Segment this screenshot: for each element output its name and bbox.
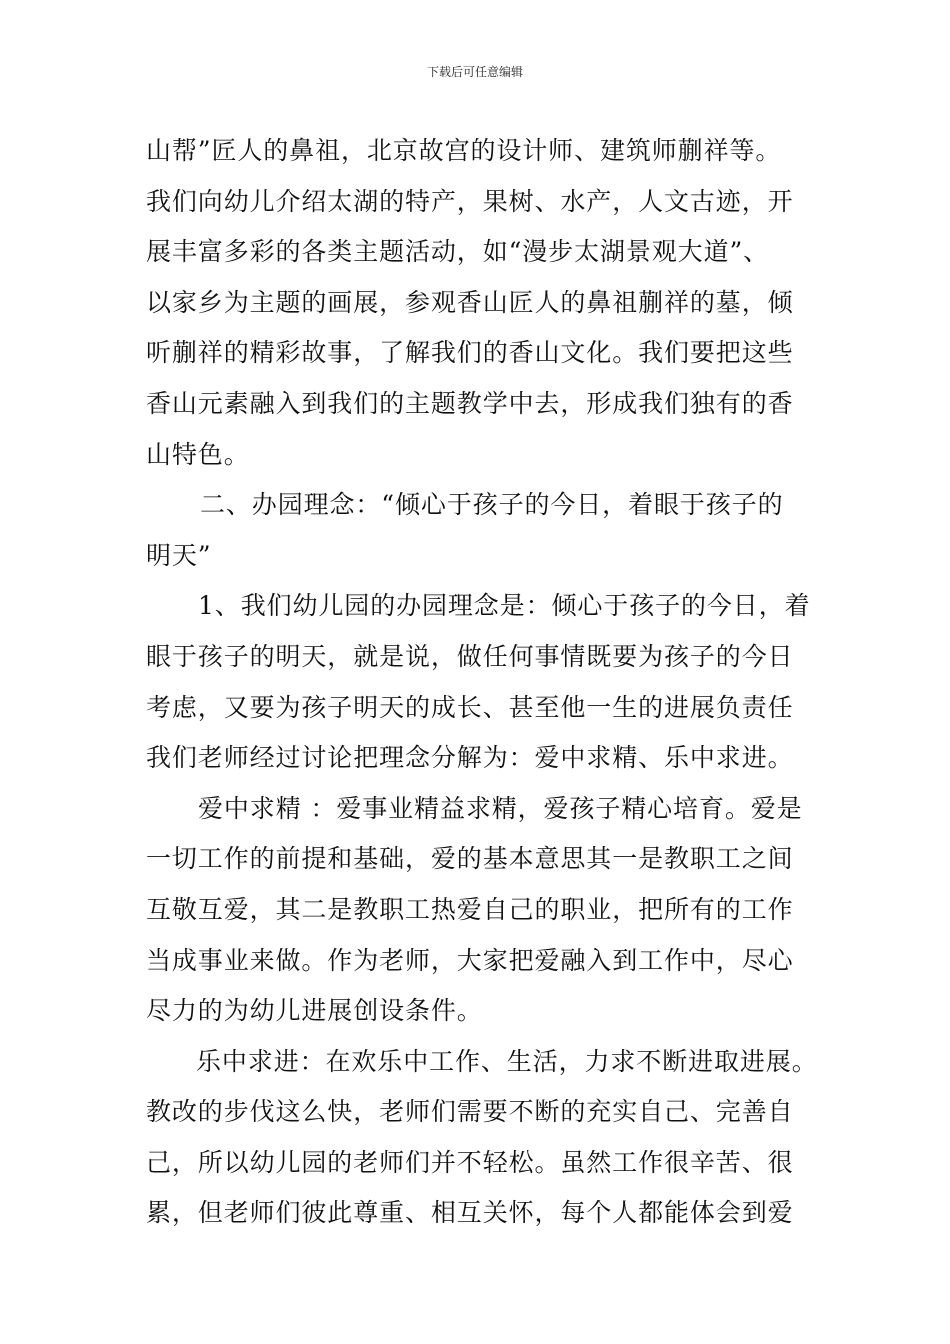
text-line: 考虑，又要为孩子明天的成长、甚至他一生的进展负责任	[146, 692, 794, 722]
text-line: 展丰富多彩的各类主题活动，如“漫步太湖景观大道”、	[146, 237, 770, 267]
section-heading-continued: 明天”	[146, 540, 212, 570]
section-heading: 二、办园理念：“倾心于孩子的今日，着眼于孩子的	[200, 490, 784, 520]
body-text	[146, 126, 826, 1239]
text-line: 教改的步伐这么快，老师们需要不断的充实自己、完善自	[146, 1097, 794, 1127]
text-line: 己，所以幼儿园的老师们并不轻松。虽然工作很辛苦、很	[146, 1147, 794, 1177]
text-line: 山特色。	[146, 439, 250, 469]
text-line: 一切工作的前提和基础，爱的基本意思其一是教职工之间	[146, 844, 794, 874]
text-line: 互敬互爱，其二是教职工热爱自己的职业，把所有的工作	[146, 894, 794, 924]
text-line: 以家乡为主题的画展，参观香山匠人的鼻祖蒯祥的墓，倾	[146, 287, 794, 317]
text-line: 1、我们幼儿园的办园理念是：倾心于孩子的今日，着	[198, 591, 811, 621]
text-line: 爱中求精 ：爱事业精益求精，爱孩子精心培育。爱是	[198, 793, 803, 823]
text-line: 山帮”匠人的鼻祖，北京故宫的设计师、建筑师蒯祥等。	[146, 136, 782, 165]
text-line: 尽力的为幼儿进展创设条件。	[146, 996, 483, 1026]
text-line: 眼于孩子的明天，就是说，做任何事情既要为孩子的今日	[146, 641, 794, 671]
text-line: 我们老师经过讨论把理念分解为：爱中求精、乐中求进。	[146, 743, 794, 773]
page-header: 下载后可任意编辑	[426, 65, 523, 79]
text-line: 听蒯祥的精彩故事，了解我们的香山文化。我们要把这些	[146, 338, 794, 368]
text-line: 乐中求进：在欢乐中工作、生活，力求不断进取进展。	[196, 1046, 818, 1076]
text-line: 累，但老师们彼此尊重、相互关怀，每个人都能体会到爱	[146, 1198, 794, 1228]
text-line: 香山元素融入到我们的主题教学中去，形成我们独有的香	[146, 388, 794, 418]
text-line: 当成事业来做。作为老师，大家把爱融入到工作中，尽心	[146, 945, 794, 975]
text-line: 我们向幼儿介绍太湖的特产，果树、水产，人文古迹，开	[146, 186, 794, 216]
